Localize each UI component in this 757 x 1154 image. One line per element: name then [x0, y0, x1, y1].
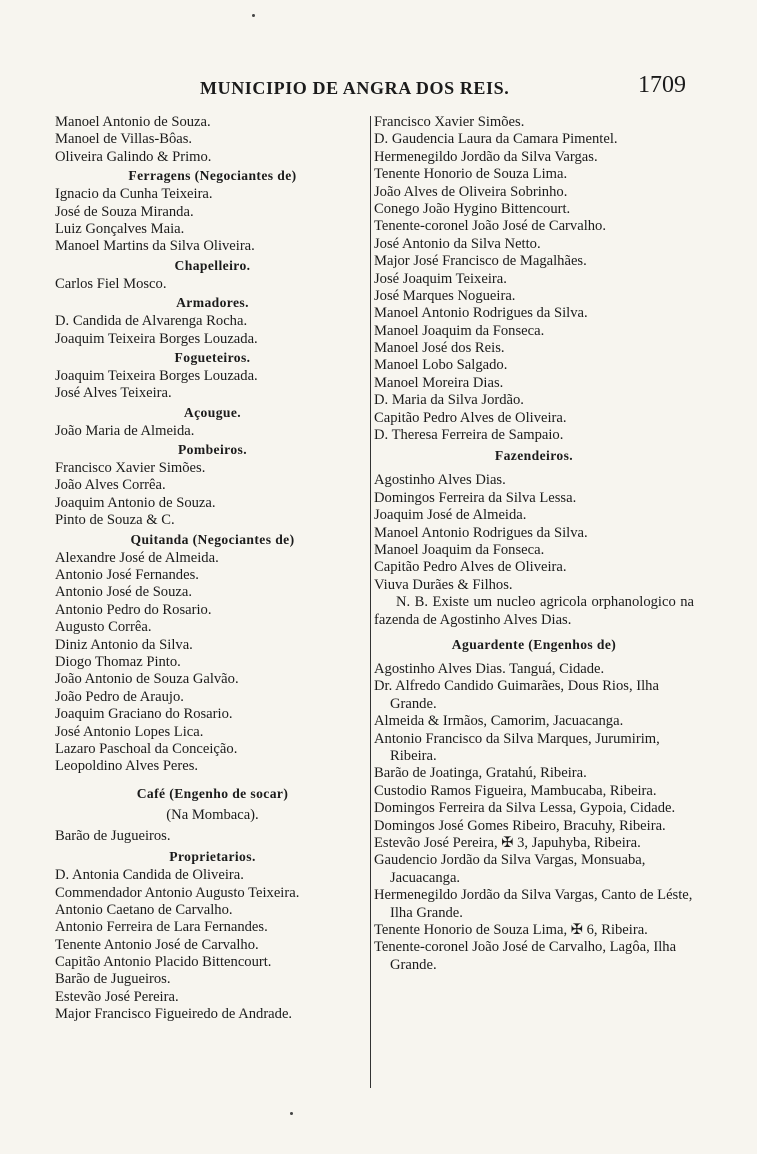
list-item: D. Theresa Ferreira de Sampaio.: [374, 427, 564, 444]
list-item: Antonio José de Souza.: [55, 584, 193, 601]
section-heading-ferragens: Ferragens (Negociantes de): [128, 168, 297, 184]
list-item: Viuva Durães & Filhos.: [374, 576, 513, 593]
list-item: João Antonio de Souza Galvão.: [55, 671, 239, 688]
list-item: Tenente Honorio de Souza Lima, ✠ 6, Ribeira.: [374, 922, 648, 939]
list-item: Major José Francisco de Magalhães.: [374, 253, 587, 270]
list-item: Hermenegildo Jordão da Silva Vargas.: [374, 148, 598, 165]
list-item: Gaudencio Jordão da Silva Vargas, Monsuaba, Jacuacanga.: [374, 852, 646, 886]
list-item: Tenente Honorio de Souza Lima.: [374, 166, 568, 183]
list-item: Augusto Corrêa.: [55, 619, 152, 636]
list-item: Tenente Antonio José de Carvalho.: [55, 936, 259, 953]
list-item: Manoel Moreira Dias.: [374, 374, 504, 391]
list-item: Joaquim Graciano do Rosario.: [55, 706, 233, 723]
list-item: Luiz Gonçalves Maia.: [55, 220, 185, 237]
list-item: João Maria de Almeida.: [55, 422, 195, 439]
section-heading-quitanda: Quitanda (Negociantes de): [130, 531, 295, 547]
list-item: Domingos José Gomes Ribeiro, Bracuhy, Ribeira.: [374, 817, 666, 834]
section-heading-pombeiros: Pombeiros.: [177, 442, 248, 458]
list-item: José Alves Teixeira.: [55, 385, 172, 402]
list-item: Estevão José Pereira.: [55, 988, 179, 1005]
list-item: Barão de Joatinga, Gratahú, Ribeira.: [374, 765, 587, 782]
list-item: Domingos Ferreira da Silva Lessa.: [374, 489, 577, 506]
list-item: D. Candida de Alvarenga Rocha.: [55, 313, 248, 330]
list-item: Carlos Fiel Mosco.: [55, 275, 167, 292]
right-column: [374, 114, 694, 974]
list-item: Capitão Antonio Placido Bittencourt.: [55, 954, 272, 971]
list-item: Alexandre José de Almeida.: [55, 549, 219, 566]
ink-speck: [252, 14, 255, 17]
list-item: Commendador Antonio Augusto Teixeira.: [55, 884, 300, 901]
column-divider: [370, 116, 371, 1088]
list-item: Francisco Xavier Simões.: [374, 114, 525, 130]
list-item: Manoel de Villas-Bôas.: [55, 131, 193, 148]
list-item: Joaquim Antonio de Souza.: [55, 494, 216, 511]
page-number: 1709: [638, 72, 686, 98]
list-item: Manoel Joaquim da Fonseca.: [374, 541, 545, 558]
list-item: D. Antonia Candida de Oliveira.: [55, 867, 244, 884]
list-item: Manoel Martins da Silva Oliveira.: [55, 238, 255, 255]
list-item: Antonio Francisco da Silva Marques, Jurumirim, Ribeira.: [374, 730, 660, 764]
list-item: Ignacio da Cunha Teixeira.: [55, 186, 213, 203]
list-item: Manoel José dos Reis.: [374, 340, 505, 357]
section-heading-armadores: Armadores.: [176, 295, 249, 311]
list-item: Leopoldino Alves Peres.: [55, 758, 199, 775]
list-item: João Alves Corrêa.: [55, 477, 166, 494]
list-item: Hermenegildo Jordão da Silva Vargas, Canto de Léste, Ilha Grande.: [374, 887, 693, 921]
section-subheading-cafe: (Na Mombaca).: [166, 806, 259, 823]
list-item: Manoel Antonio Rodrigues da Silva.: [374, 305, 588, 322]
list-item: Conego João Hygino Bittencourt.: [374, 200, 571, 217]
page-header: [40, 72, 690, 106]
list-item: Oliveira Galindo & Primo.: [55, 148, 212, 165]
page-title: MUNICIPIO DE ANGRA DOS REIS.: [200, 78, 510, 98]
section-heading-proprietarios: Proprietarios.: [169, 849, 256, 865]
list-item: Joaquim Teixeira Borges Louzada.: [55, 367, 258, 384]
list-item: Capitão Pedro Alves de Oliveira.: [374, 559, 567, 576]
list-item: Manoel Lobo Salgado.: [374, 357, 508, 374]
list-item: Francisco Xavier Simões.: [55, 460, 206, 477]
list-item: João Pedro de Araujo.: [55, 688, 184, 705]
list-item: Estevão José Pereira, ✠ 3, Japuhyba, Ribeira.: [374, 835, 641, 852]
list-item: D. Gaudencia Laura da Camara Pimentel.: [374, 131, 618, 148]
list-item: Antonio José Fernandes.: [55, 567, 199, 584]
section-heading-fazendeiros: Fazendeiros.: [494, 448, 574, 464]
list-item: Tenente-coronel João José de Carvalho, Lagôa, Ilha Grande.: [374, 939, 677, 973]
list-item: Manoel Antonio Rodrigues da Silva.: [374, 524, 588, 541]
list-item: Capitão Pedro Alves de Oliveira.: [374, 409, 567, 426]
nota-bene: N. B. Existe um nucleo agricola orphanologico na fazenda de Agostinho Alves Dias.: [374, 594, 694, 628]
list-item: Manoel Joaquim da Fonseca.: [374, 322, 545, 339]
list-item: Tenente-coronel João José de Carvalho.: [374, 218, 606, 235]
list-item: Agostinho Alves Dias. Tanguá, Cidade.: [374, 660, 605, 677]
section-heading-acougue: Açougue.: [183, 404, 242, 420]
list-item: Barão de Jugueiros.: [55, 827, 171, 844]
list-item: Manoel Antonio de Souza.: [55, 114, 211, 130]
list-item: José Joaquim Teixeira.: [374, 270, 507, 287]
list-item: José Antonio da Silva Netto.: [374, 235, 541, 252]
list-item: Pinto de Souza & C.: [55, 512, 175, 529]
section-heading-chapelleiro: Chapelleiro.: [174, 257, 251, 273]
list-item: João Alves de Oliveira Sobrinho.: [374, 183, 568, 200]
list-item: Almeida & Irmãos, Camorim, Jacuacanga.: [374, 713, 624, 730]
list-item: Antonio Ferreira de Lara Fernandes.: [55, 919, 268, 936]
ink-speck: [290, 1112, 293, 1115]
list-item: D. Maria da Silva Jordão.: [374, 392, 524, 409]
list-item: Joaquim Teixeira Borges Louzada.: [55, 330, 258, 347]
list-item: Dr. Alfredo Candido Guimarães, Dous Rios, Ilha Grande.: [374, 678, 659, 712]
list-item: José Marques Nogueira.: [374, 287, 516, 304]
list-item: Antonio Caetano de Carvalho.: [55, 901, 233, 918]
section-heading-fogueteiros: Fogueteiros.: [174, 349, 251, 365]
list-item: Domingos Ferreira da Silva Lessa, Gypoia, Cidade.: [374, 800, 676, 817]
list-item: Antonio Pedro do Rosario.: [55, 601, 212, 618]
list-item: Diniz Antonio da Silva.: [55, 636, 193, 653]
list-item: José Antonio Lopes Lica.: [55, 723, 204, 740]
section-heading-aguardente: Aguardente (Engenhos de): [451, 636, 617, 652]
list-item: Diogo Thomaz Pinto.: [55, 653, 181, 670]
list-item: Custodio Ramos Figueira, Mambucaba, Ribeira.: [374, 782, 657, 799]
list-item: Agostinho Alves Dias.: [374, 472, 506, 489]
section-heading-cafe: Café (Engenho de socar): [136, 785, 289, 801]
list-item: Barão de Jugueiros.: [55, 971, 171, 988]
left-column: [55, 114, 370, 1024]
list-item: Lazaro Paschoal da Conceição.: [55, 740, 238, 757]
list-item: Major Francisco Figueiredo de Andrade.: [55, 1006, 293, 1023]
list-item: Joaquim José de Almeida.: [374, 507, 527, 524]
list-item: José de Souza Miranda.: [55, 203, 194, 220]
